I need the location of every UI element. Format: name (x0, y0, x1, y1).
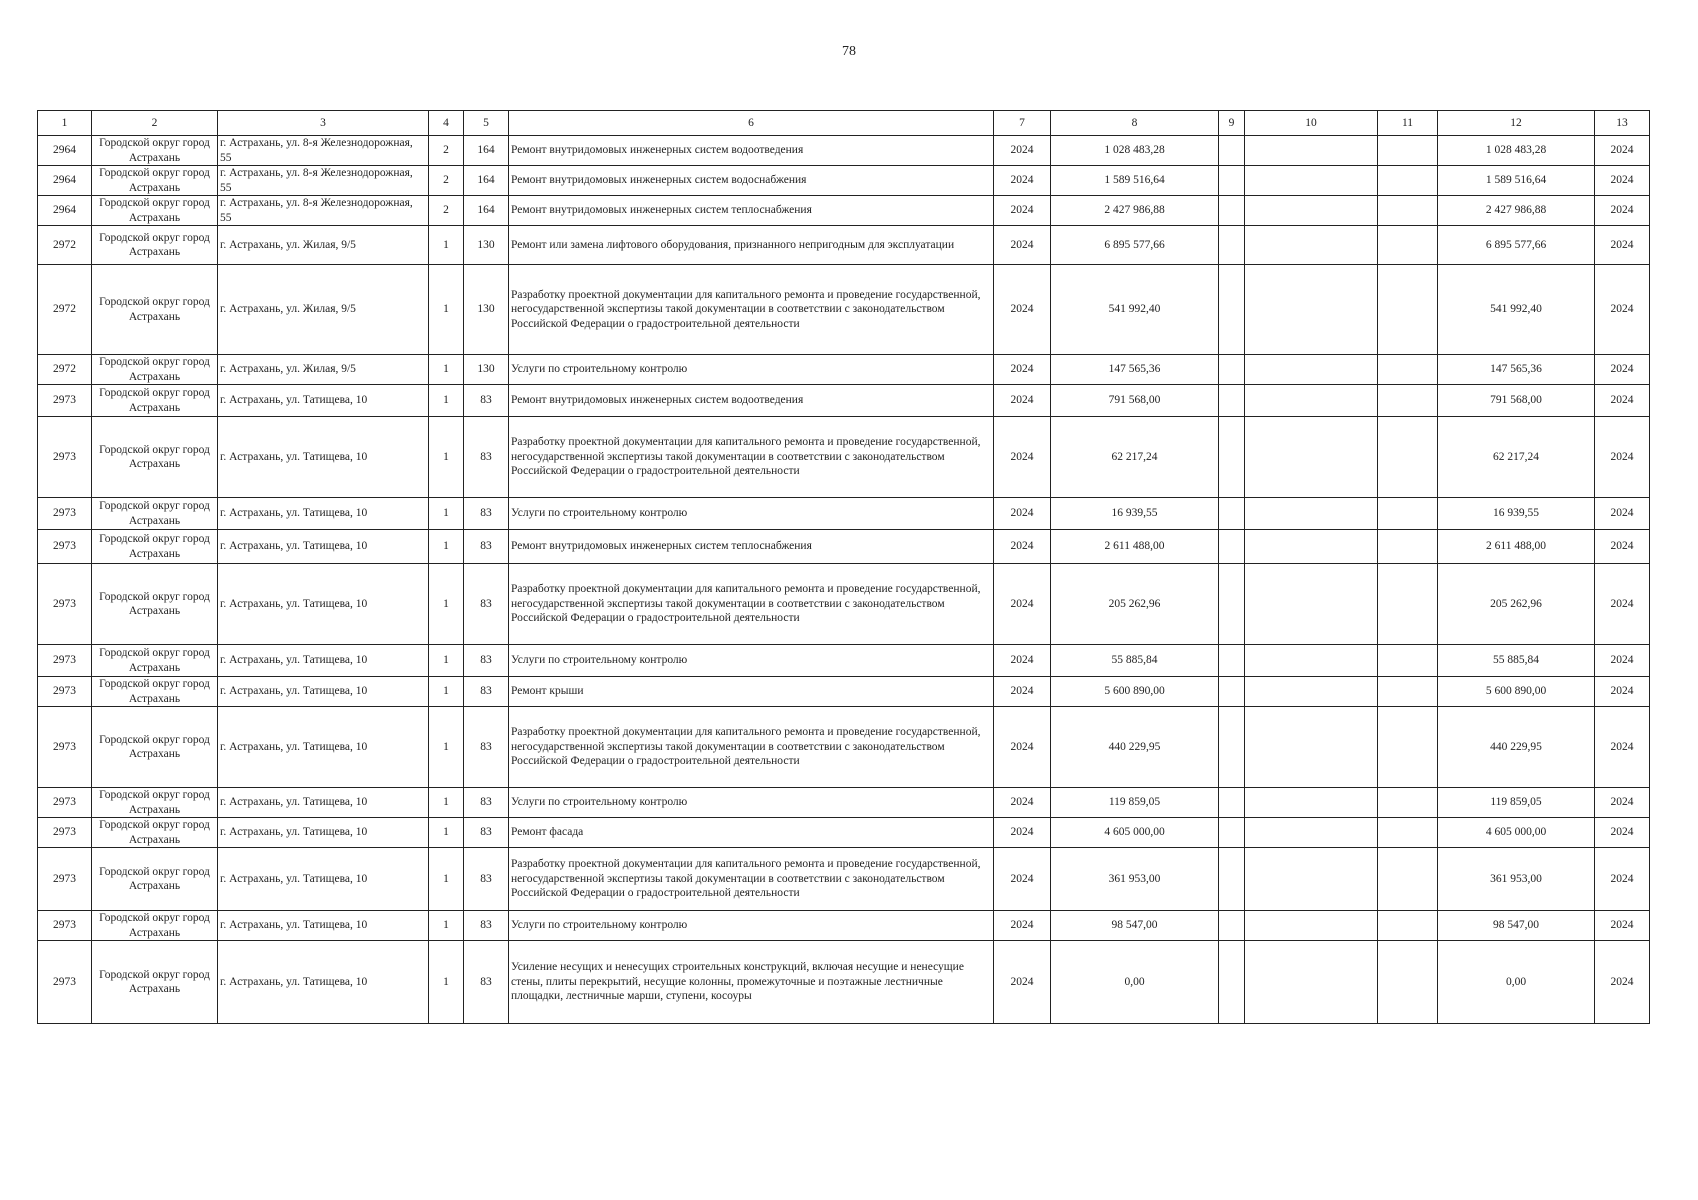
table-cell-col-11 (1378, 707, 1438, 788)
table-cell-col-6: Ремонт фасада (509, 818, 994, 848)
table-cell-col-13: 2024 (1595, 564, 1650, 645)
table-cell-col-9 (1219, 707, 1245, 788)
table-cell-col-7: 2024 (994, 564, 1051, 645)
table-cell-col-8: 2 611 488,00 (1051, 530, 1219, 564)
column-header: 13 (1595, 111, 1650, 136)
table-cell-col-10 (1245, 265, 1378, 355)
column-header: 10 (1245, 111, 1378, 136)
table-cell-col-6: Услуги по строительному контролю (509, 645, 994, 677)
table-cell-col-6: Услуги по строительному контролю (509, 498, 994, 530)
table-cell-col-2: Городской округ город Астрахань (92, 677, 218, 707)
table-row (38, 355, 1650, 385)
table-cell-col-8: 55 885,84 (1051, 645, 1219, 677)
table-cell-col-13: 2024 (1595, 417, 1650, 498)
table-row (38, 848, 1650, 911)
table-cell-col-6: Ремонт внутридомовых инженерных систем водоотведения (509, 385, 994, 417)
table-cell-col-2: Городской округ город Астрахань (92, 788, 218, 818)
table-cell-col-6: Ремонт или замена лифтового оборудования, признанного непригодным для эксплуатации (509, 226, 994, 265)
table-cell-col-5: 83 (464, 564, 509, 645)
table-cell-col-7: 2024 (994, 677, 1051, 707)
table-cell-col-3: г. Астрахань, ул. Татищева, 10 (218, 385, 429, 417)
column-header: 3 (218, 111, 429, 136)
table-cell-col-4: 1 (429, 385, 464, 417)
table-cell-col-7: 2024 (994, 265, 1051, 355)
table-cell-col-2: Городской округ город Астрахань (92, 498, 218, 530)
table-cell-col-12: 62 217,24 (1438, 417, 1595, 498)
table-cell-col-7: 2024 (994, 911, 1051, 941)
table-cell-col-7: 2024 (994, 136, 1051, 166)
table-cell-col-3: г. Астрахань, ул. Татищева, 10 (218, 645, 429, 677)
table-cell-col-5: 83 (464, 677, 509, 707)
table-cell-col-13: 2024 (1595, 166, 1650, 196)
table-row (38, 788, 1650, 818)
table-cell-col-8: 791 568,00 (1051, 385, 1219, 417)
table-cell-col-12: 361 953,00 (1438, 848, 1595, 911)
column-header: 6 (509, 111, 994, 136)
table-cell-col-12: 4 605 000,00 (1438, 818, 1595, 848)
table-cell-col-11 (1378, 788, 1438, 818)
table-cell-col-10 (1245, 226, 1378, 265)
table-cell-col-2: Городской округ город Астрахань (92, 564, 218, 645)
table-cell-col-7: 2024 (994, 498, 1051, 530)
table-cell-col-13: 2024 (1595, 788, 1650, 818)
page-number: 78 (842, 44, 856, 59)
table-cell-col-11 (1378, 530, 1438, 564)
table-cell-col-3: г. Астрахань, ул. 8-я Железнодорожная, 55 (218, 196, 429, 226)
table-cell-col-2: Городской округ город Астрахань (92, 941, 218, 1024)
table-cell-col-13: 2024 (1595, 941, 1650, 1024)
table-cell-col-12: 440 229,95 (1438, 707, 1595, 788)
table-cell-col-1: 2973 (38, 498, 92, 530)
table-cell-col-13: 2024 (1595, 136, 1650, 166)
table-cell-col-4: 1 (429, 226, 464, 265)
table-cell-col-9 (1219, 677, 1245, 707)
table-cell-col-2: Городской округ город Астрахань (92, 530, 218, 564)
table-cell-col-8: 119 859,05 (1051, 788, 1219, 818)
table-cell-col-4: 1 (429, 677, 464, 707)
table-cell-col-2: Городской округ город Астрахань (92, 166, 218, 196)
table-cell-col-5: 83 (464, 498, 509, 530)
table-cell-col-11 (1378, 166, 1438, 196)
table-cell-col-1: 2973 (38, 818, 92, 848)
table-cell-col-4: 1 (429, 707, 464, 788)
table-cell-col-6: Разработку проектной документации для капитального ремонта и проведение государственной, негосударственной экспертизы такой документации в соответствии с законодательством Российской Федерации о градостроительной деятельности (509, 265, 994, 355)
table-cell-col-12: 791 568,00 (1438, 385, 1595, 417)
table-cell-col-7: 2024 (994, 788, 1051, 818)
table-cell-col-8: 62 217,24 (1051, 417, 1219, 498)
column-header: 8 (1051, 111, 1219, 136)
table-cell-col-1: 2973 (38, 941, 92, 1024)
table-cell-col-4: 2 (429, 196, 464, 226)
table-cell-col-8: 2 427 986,88 (1051, 196, 1219, 226)
table-cell-col-7: 2024 (994, 226, 1051, 265)
table-cell-col-10 (1245, 818, 1378, 848)
table-cell-col-3: г. Астрахань, ул. Татищева, 10 (218, 530, 429, 564)
table-cell-col-3: г. Астрахань, ул. Татищева, 10 (218, 707, 429, 788)
table-cell-col-12: 16 939,55 (1438, 498, 1595, 530)
table-cell-col-10 (1245, 196, 1378, 226)
table-cell-col-4: 1 (429, 355, 464, 385)
table-cell-col-7: 2024 (994, 355, 1051, 385)
table-cell-col-13: 2024 (1595, 355, 1650, 385)
table-cell-col-2: Городской округ город Астрахань (92, 385, 218, 417)
table-cell-col-6: Ремонт крыши (509, 677, 994, 707)
table-cell-col-12: 98 547,00 (1438, 911, 1595, 941)
table-cell-col-10 (1245, 385, 1378, 417)
table-cell-col-12: 2 427 986,88 (1438, 196, 1595, 226)
table-cell-col-5: 83 (464, 911, 509, 941)
table-cell-col-5: 164 (464, 136, 509, 166)
table-cell-col-11 (1378, 136, 1438, 166)
table-cell-col-8: 205 262,96 (1051, 564, 1219, 645)
table-cell-col-1: 2973 (38, 645, 92, 677)
table-cell-col-1: 2972 (38, 265, 92, 355)
table-cell-col-9 (1219, 136, 1245, 166)
table-cell-col-3: г. Астрахань, ул. Жилая, 9/5 (218, 226, 429, 265)
table-cell-col-3: г. Астрахань, ул. Татищева, 10 (218, 417, 429, 498)
table-row (38, 265, 1650, 355)
table-row (38, 564, 1650, 645)
table-cell-col-1: 2972 (38, 355, 92, 385)
table-cell-col-13: 2024 (1595, 265, 1650, 355)
table-cell-col-4: 1 (429, 530, 464, 564)
table-cell-col-4: 1 (429, 645, 464, 677)
table-cell-col-11 (1378, 385, 1438, 417)
table-cell-col-4: 1 (429, 848, 464, 911)
table-cell-col-12: 147 565,36 (1438, 355, 1595, 385)
table-row (38, 530, 1650, 564)
table-cell-col-9 (1219, 498, 1245, 530)
table-cell-col-3: г. Астрахань, ул. Жилая, 9/5 (218, 355, 429, 385)
table-cell-col-9 (1219, 941, 1245, 1024)
table-cell-col-13: 2024 (1595, 677, 1650, 707)
table-cell-col-6: Разработку проектной документации для капитального ремонта и проведение государственной, негосударственной экспертизы такой документации в соответствии с законодательством Российской Федерации о градостроительной деятельности (509, 417, 994, 498)
table-cell-col-12: 6 895 577,66 (1438, 226, 1595, 265)
table-row (38, 498, 1650, 530)
table-cell-col-12: 5 600 890,00 (1438, 677, 1595, 707)
table-cell-col-6: Разработку проектной документации для капитального ремонта и проведение государственной, негосударственной экспертизы такой документации в соответствии с законодательством Российской Федерации о градостроительной деятельности (509, 564, 994, 645)
table-cell-col-4: 1 (429, 265, 464, 355)
table-cell-col-1: 2964 (38, 136, 92, 166)
table-cell-col-13: 2024 (1595, 226, 1650, 265)
table-cell-col-5: 83 (464, 530, 509, 564)
table-cell-col-5: 83 (464, 645, 509, 677)
table-cell-col-9 (1219, 265, 1245, 355)
table-cell-col-12: 2 611 488,00 (1438, 530, 1595, 564)
table-cell-col-2: Городской округ город Астрахань (92, 226, 218, 265)
table-cell-col-10 (1245, 166, 1378, 196)
table-cell-col-2: Городской округ город Астрахань (92, 911, 218, 941)
table-row (38, 818, 1650, 848)
table-cell-col-3: г. Астрахань, ул. Татищева, 10 (218, 498, 429, 530)
column-number-row (38, 111, 1650, 136)
table-cell-col-7: 2024 (994, 196, 1051, 226)
table-cell-col-8: 541 992,40 (1051, 265, 1219, 355)
table-cell-col-3: г. Астрахань, ул. 8-я Железнодорожная, 55 (218, 166, 429, 196)
table-cell-col-9 (1219, 645, 1245, 677)
table-cell-col-3: г. Астрахань, ул. Татищева, 10 (218, 941, 429, 1024)
table-cell-col-5: 83 (464, 707, 509, 788)
table-cell-col-5: 83 (464, 788, 509, 818)
table-cell-col-5: 130 (464, 226, 509, 265)
table-row (38, 911, 1650, 941)
table-cell-col-9 (1219, 564, 1245, 645)
column-header: 7 (994, 111, 1051, 136)
table-cell-col-13: 2024 (1595, 498, 1650, 530)
table-cell-col-4: 1 (429, 564, 464, 645)
table-cell-col-9 (1219, 818, 1245, 848)
table-cell-col-10 (1245, 498, 1378, 530)
table-cell-col-1: 2973 (38, 417, 92, 498)
table-row (38, 136, 1650, 166)
table-cell-col-13: 2024 (1595, 848, 1650, 911)
table-cell-col-3: г. Астрахань, ул. Татищева, 10 (218, 564, 429, 645)
table-cell-col-9 (1219, 417, 1245, 498)
table-cell-col-6: Услуги по строительному контролю (509, 911, 994, 941)
table-cell-col-4: 1 (429, 498, 464, 530)
table-cell-col-6: Ремонт внутридомовых инженерных систем теплоснабжения (509, 196, 994, 226)
table-cell-col-3: г. Астрахань, ул. Татищева, 10 (218, 848, 429, 911)
table-cell-col-8: 147 565,36 (1051, 355, 1219, 385)
table-cell-col-4: 1 (429, 911, 464, 941)
table-cell-col-8: 1 028 483,28 (1051, 136, 1219, 166)
table-cell-col-7: 2024 (994, 530, 1051, 564)
table-cell-col-11 (1378, 226, 1438, 265)
table-cell-col-2: Городской округ город Астрахань (92, 196, 218, 226)
table-cell-col-13: 2024 (1595, 911, 1650, 941)
table-cell-col-8: 6 895 577,66 (1051, 226, 1219, 265)
table-row (38, 196, 1650, 226)
table-cell-col-6: Ремонт внутридомовых инженерных систем теплоснабжения (509, 530, 994, 564)
table-body (38, 136, 1650, 1024)
table-cell-col-10 (1245, 417, 1378, 498)
table-cell-col-2: Городской округ город Астрахань (92, 355, 218, 385)
table-cell-col-11 (1378, 417, 1438, 498)
table-cell-col-9 (1219, 911, 1245, 941)
table-cell-col-5: 130 (464, 265, 509, 355)
table-cell-col-12: 1 028 483,28 (1438, 136, 1595, 166)
table-cell-col-3: г. Астрахань, ул. Жилая, 9/5 (218, 265, 429, 355)
column-header: 1 (38, 111, 92, 136)
table-cell-col-11 (1378, 645, 1438, 677)
table-cell-col-11 (1378, 498, 1438, 530)
table-cell-col-8: 0,00 (1051, 941, 1219, 1024)
table-cell-col-6: Услуги по строительному контролю (509, 788, 994, 818)
column-header: 12 (1438, 111, 1595, 136)
table-cell-col-10 (1245, 564, 1378, 645)
table-cell-col-8: 16 939,55 (1051, 498, 1219, 530)
table-cell-col-3: г. Астрахань, ул. Татищева, 10 (218, 911, 429, 941)
table-cell-col-10 (1245, 645, 1378, 677)
table-cell-col-11 (1378, 848, 1438, 911)
table-cell-col-13: 2024 (1595, 385, 1650, 417)
table-cell-col-12: 0,00 (1438, 941, 1595, 1024)
table-cell-col-12: 1 589 516,64 (1438, 166, 1595, 196)
table-cell-col-10 (1245, 677, 1378, 707)
table-row (38, 677, 1650, 707)
table-row (38, 166, 1650, 196)
table-cell-col-3: г. Астрахань, ул. Татищева, 10 (218, 677, 429, 707)
column-header: 2 (92, 111, 218, 136)
table-cell-col-12: 119 859,05 (1438, 788, 1595, 818)
table-cell-col-5: 164 (464, 166, 509, 196)
table-cell-col-5: 83 (464, 385, 509, 417)
works-table (37, 110, 1650, 1024)
table-cell-col-4: 1 (429, 788, 464, 818)
table-cell-col-3: г. Астрахань, ул. Татищева, 10 (218, 788, 429, 818)
table-cell-col-8: 440 229,95 (1051, 707, 1219, 788)
table-cell-col-5: 164 (464, 196, 509, 226)
table-cell-col-4: 2 (429, 166, 464, 196)
table-cell-col-12: 55 885,84 (1438, 645, 1595, 677)
table-cell-col-9 (1219, 788, 1245, 818)
table-cell-col-9 (1219, 530, 1245, 564)
table-cell-col-10 (1245, 911, 1378, 941)
table-cell-col-10 (1245, 355, 1378, 385)
table-cell-col-1: 2973 (38, 564, 92, 645)
table-row (38, 707, 1650, 788)
table-cell-col-4: 1 (429, 417, 464, 498)
table-cell-col-7: 2024 (994, 818, 1051, 848)
table-cell-col-7: 2024 (994, 848, 1051, 911)
table-cell-col-2: Городской округ город Астрахань (92, 136, 218, 166)
table-cell-col-11 (1378, 196, 1438, 226)
table-row (38, 226, 1650, 265)
table-cell-col-10 (1245, 848, 1378, 911)
table-cell-col-9 (1219, 848, 1245, 911)
table-cell-col-9 (1219, 226, 1245, 265)
table-cell-col-6: Усиление несущих и ненесущих строительных конструкций, включая несущие и ненесущие стены, плиты перекрытий, несущие колонны, промежуточные и поэтажные лестничные площадки, лестничные марши, ступени, косоуры (509, 941, 994, 1024)
table-cell-col-9 (1219, 196, 1245, 226)
table-cell-col-3: г. Астрахань, ул. 8-я Железнодорожная, 55 (218, 136, 429, 166)
table-cell-col-11 (1378, 818, 1438, 848)
table-cell-col-6: Ремонт внутридомовых инженерных систем водоотведения (509, 136, 994, 166)
table-row (38, 645, 1650, 677)
table-cell-col-1: 2973 (38, 788, 92, 818)
column-header: 5 (464, 111, 509, 136)
table-cell-col-6: Услуги по строительному контролю (509, 355, 994, 385)
table-cell-col-8: 1 589 516,64 (1051, 166, 1219, 196)
table-cell-col-11 (1378, 911, 1438, 941)
table-cell-col-12: 541 992,40 (1438, 265, 1595, 355)
table-cell-col-2: Городской округ город Астрахань (92, 848, 218, 911)
table-cell-col-5: 83 (464, 417, 509, 498)
table-cell-col-1: 2973 (38, 677, 92, 707)
table-cell-col-2: Городской округ город Астрахань (92, 265, 218, 355)
table-cell-col-1: 2973 (38, 911, 92, 941)
table-cell-col-6: Разработку проектной документации для капитального ремонта и проведение государственной, негосударственной экспертизы такой документации в соответствии с законодательством Российской Федерации о градостроительной деятельности (509, 848, 994, 911)
table-cell-col-4: 1 (429, 818, 464, 848)
table-cell-col-6: Ремонт внутридомовых инженерных систем водоснабжения (509, 166, 994, 196)
table-cell-col-13: 2024 (1595, 645, 1650, 677)
table-cell-col-7: 2024 (994, 645, 1051, 677)
table-cell-col-10 (1245, 788, 1378, 818)
table-cell-col-8: 5 600 890,00 (1051, 677, 1219, 707)
table-cell-col-1: 2972 (38, 226, 92, 265)
table-cell-col-12: 205 262,96 (1438, 564, 1595, 645)
table-cell-col-5: 83 (464, 941, 509, 1024)
column-header: 9 (1219, 111, 1245, 136)
table-cell-col-13: 2024 (1595, 196, 1650, 226)
table-cell-col-8: 361 953,00 (1051, 848, 1219, 911)
table-cell-col-1: 2973 (38, 385, 92, 417)
table-cell-col-6: Разработку проектной документации для капитального ремонта и проведение государственной, негосударственной экспертизы такой документации в соответствии с законодательством Российской Федерации о градостроительной деятельности (509, 707, 994, 788)
table-cell-col-2: Городской округ город Астрахань (92, 707, 218, 788)
table-cell-col-2: Городской округ город Астрахань (92, 417, 218, 498)
table-cell-col-7: 2024 (994, 707, 1051, 788)
table-cell-col-11 (1378, 564, 1438, 645)
table-cell-col-11 (1378, 677, 1438, 707)
table-cell-col-8: 98 547,00 (1051, 911, 1219, 941)
table-cell-col-1: 2973 (38, 707, 92, 788)
table-row (38, 417, 1650, 498)
table-cell-col-5: 130 (464, 355, 509, 385)
table-cell-col-11 (1378, 941, 1438, 1024)
table-cell-col-3: г. Астрахань, ул. Татищева, 10 (218, 818, 429, 848)
table-cell-col-8: 4 605 000,00 (1051, 818, 1219, 848)
table-cell-col-5: 83 (464, 848, 509, 911)
table-cell-col-11 (1378, 265, 1438, 355)
table-cell-col-10 (1245, 707, 1378, 788)
table-cell-col-13: 2024 (1595, 707, 1650, 788)
column-header: 11 (1378, 111, 1438, 136)
table-cell-col-13: 2024 (1595, 818, 1650, 848)
table-cell-col-9 (1219, 385, 1245, 417)
table-cell-col-1: 2973 (38, 530, 92, 564)
table-cell-col-13: 2024 (1595, 530, 1650, 564)
table-cell-col-9 (1219, 166, 1245, 196)
table-row (38, 385, 1650, 417)
table-cell-col-2: Городской округ город Астрахань (92, 645, 218, 677)
table-cell-col-5: 83 (464, 818, 509, 848)
table-cell-col-11 (1378, 355, 1438, 385)
table-cell-col-1: 2964 (38, 166, 92, 196)
table-cell-col-7: 2024 (994, 417, 1051, 498)
table-cell-col-4: 2 (429, 136, 464, 166)
table-row (38, 941, 1650, 1024)
table-cell-col-1: 2973 (38, 848, 92, 911)
table-cell-col-7: 2024 (994, 941, 1051, 1024)
table-cell-col-7: 2024 (994, 166, 1051, 196)
table-cell-col-9 (1219, 355, 1245, 385)
table-cell-col-10 (1245, 941, 1378, 1024)
table-cell-col-7: 2024 (994, 385, 1051, 417)
table-cell-col-1: 2964 (38, 196, 92, 226)
column-header: 4 (429, 111, 464, 136)
table-cell-col-10 (1245, 136, 1378, 166)
table-cell-col-4: 1 (429, 941, 464, 1024)
table-cell-col-2: Городской округ город Астрахань (92, 818, 218, 848)
table-cell-col-10 (1245, 530, 1378, 564)
